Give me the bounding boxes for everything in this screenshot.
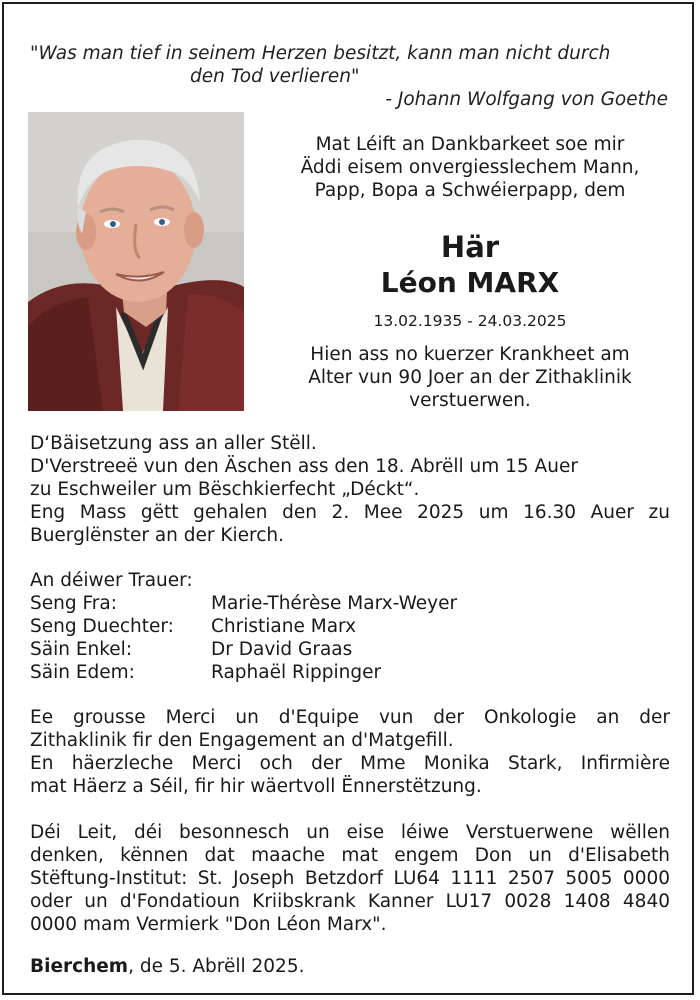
mourners-list xyxy=(30,592,670,684)
goethe-quote xyxy=(30,42,670,111)
funeral-line: D'Verstreeë vun den Äschen ass den 18. Abrëll um 15 Auer xyxy=(30,456,578,477)
mourner-names: Raphaël Rippinger xyxy=(211,662,382,683)
death-notice xyxy=(268,343,672,412)
mourner-row xyxy=(30,661,670,684)
mourner-row xyxy=(30,638,670,661)
thanks-line: mat Häerz a Séil, fir hir wäertvoll Ënnerstëtzung. xyxy=(30,776,482,797)
thanks-line: En häerzleche Merci och der Mme Monika Stark, Infirmière xyxy=(30,753,670,774)
mourner-names: Christiane Marx xyxy=(211,616,357,637)
signoff-date: , de 5. Abrëll 2025. xyxy=(128,956,305,977)
intro-line: Mat Léift an Dankbarkeet soe mir xyxy=(315,134,625,155)
quote-line-1: "Was man tief in seinem Herzen besitzt, kann man nicht durch xyxy=(30,43,611,64)
funeral-details xyxy=(30,432,670,547)
mourner-relation: Seng Duechter: xyxy=(30,616,174,637)
donation-line: 0000 mam Vermierk "Don Léon Marx". xyxy=(30,914,387,935)
mourner-names: Marie-Thérèse Marx-Weyer xyxy=(211,593,458,614)
signoff-place: Bierchem xyxy=(30,956,129,977)
donation-line: denken, kënnen dat maache mat engem Don un d'Elisabeth xyxy=(30,845,670,866)
intro-line: Äddi eisem onvergiesslechem Mann, xyxy=(300,157,640,178)
death-notice-line: verstuerwen. xyxy=(409,390,531,411)
mourner-relation: Säin Enkel: xyxy=(30,639,133,660)
donation-line: Déi Leit, déi besonnesch un eise léiwe Verstuerwene wëllen xyxy=(30,822,670,843)
death-notice-line: Alter vun 90 Joer an der Zithaklinik xyxy=(308,367,632,388)
signoff xyxy=(30,955,304,978)
funeral-line: Eng Mass gëtt gehalen den 2. Mee 2025 um 16.30 Auer zu xyxy=(30,502,670,523)
mourner-relation: Säin Edem: xyxy=(30,662,135,683)
portrait-photo xyxy=(28,112,244,411)
life-dates: 13.02.1935 - 24.03.2025 xyxy=(373,312,567,330)
deceased-name: Léon MARX xyxy=(380,266,560,299)
mourners-title: An déiwer Trauer: xyxy=(30,570,193,591)
quote-line-2: den Tod verlieren" xyxy=(190,66,360,87)
donation-line: Stëftung-Institut: St. Joseph Betzdorf LU64 1111 2507 5005 0000 xyxy=(30,868,670,889)
death-notice-line: Hien ass no kuerzer Krankheet am xyxy=(310,344,630,365)
funeral-line: D‘Bäisetzung ass an aller Stëll. xyxy=(30,433,317,454)
intro-line: Papp, Bopa a Schwéierpapp, dem xyxy=(314,180,626,201)
donation-line: oder un d'Fondatioun Kriibskrank Kanner LU17 0028 1408 4840 xyxy=(30,891,670,912)
funeral-line: zu Eschweiler um Bëschkierfecht „Déckt“. xyxy=(30,479,420,500)
intro-text xyxy=(268,133,672,202)
quote-author: - Johann Wolfgang von Goethe xyxy=(385,89,668,110)
mourner-row xyxy=(30,592,670,615)
funeral-line: Buerglënster an der Kierch. xyxy=(30,525,285,546)
thanks-paragraph xyxy=(30,706,670,798)
mourner-names: Dr David Graas xyxy=(211,639,353,660)
mourner-relation: Seng Fra: xyxy=(30,593,117,614)
thanks-line: Ee grousse Merci un d'Equipe vun der Onkologie an der xyxy=(30,707,670,728)
salutation: Här xyxy=(440,230,500,264)
donation-paragraph xyxy=(30,821,670,936)
mourner-row xyxy=(30,615,670,638)
thanks-line: Zithaklinik fir den Engagement an d'Matgefill. xyxy=(30,730,454,751)
